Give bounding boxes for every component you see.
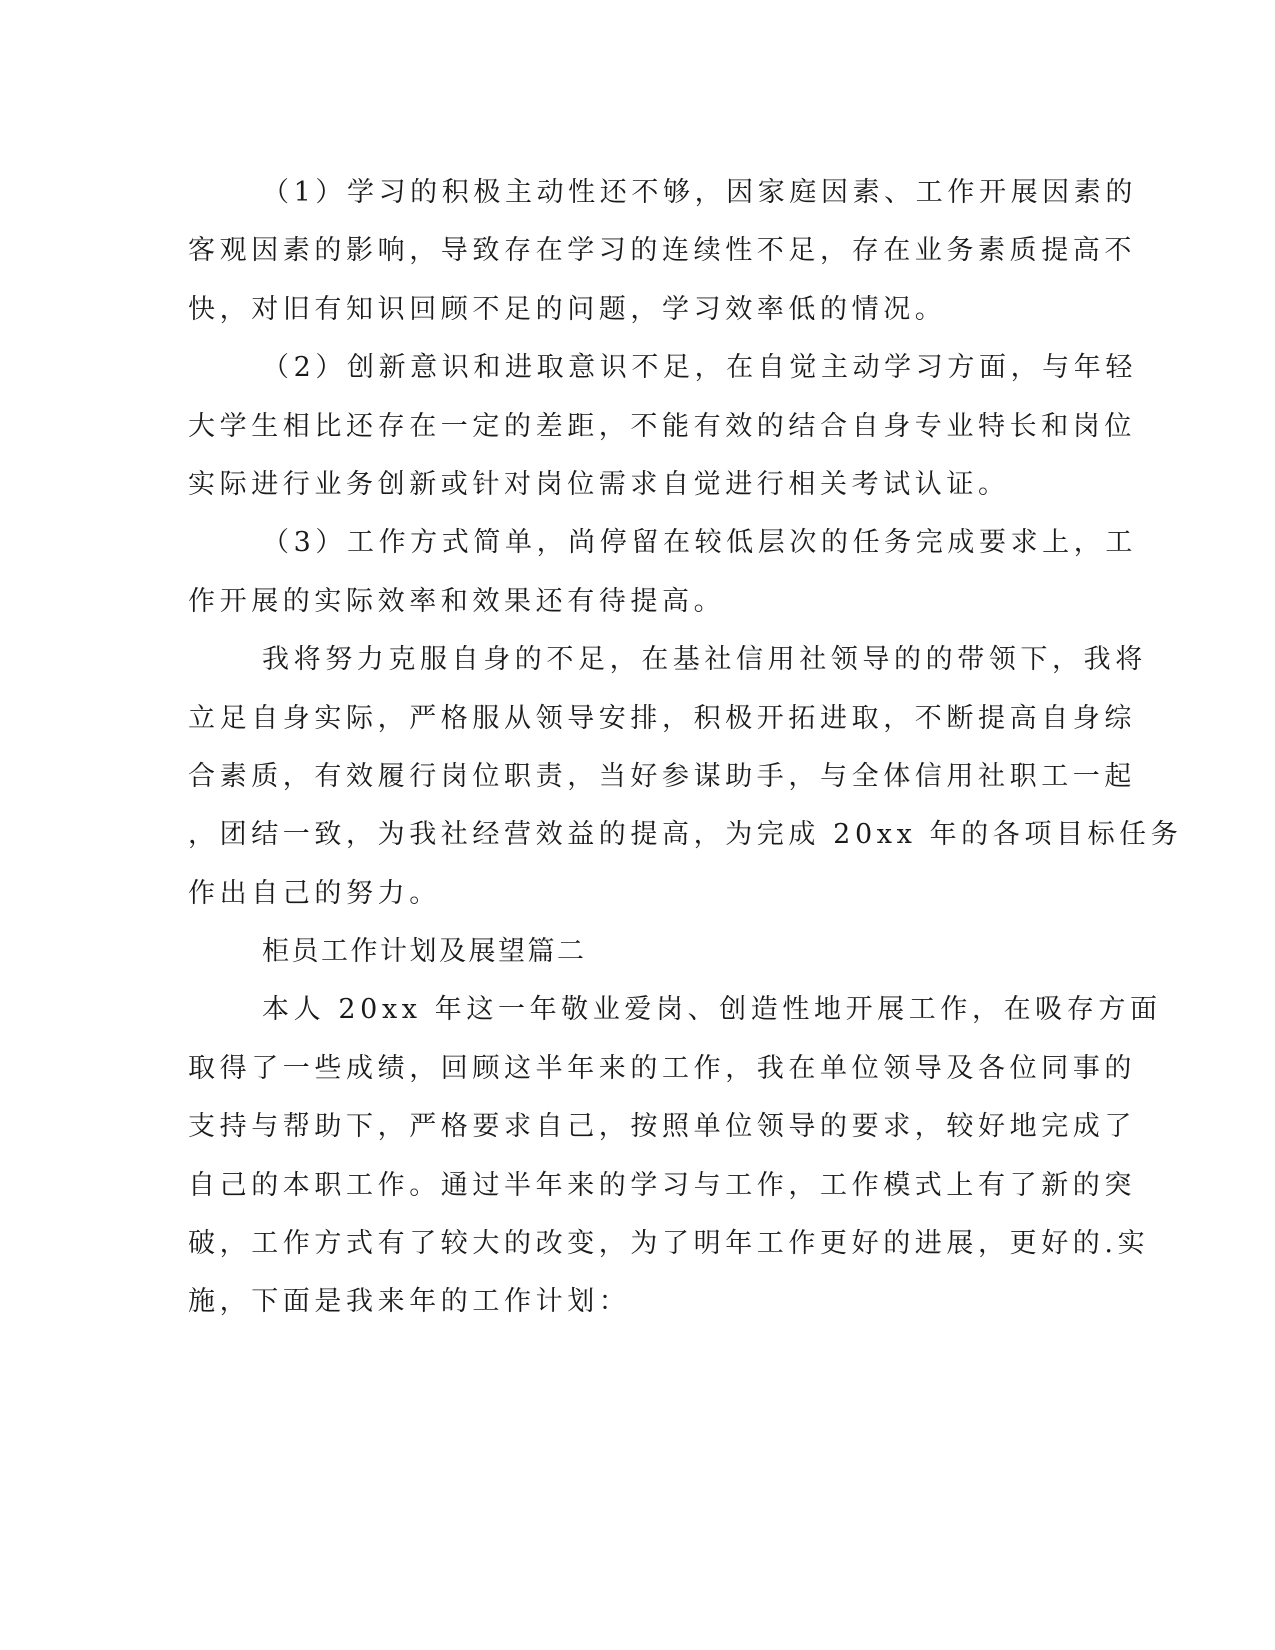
paragraph-problem-3 <box>188 514 1137 631</box>
text-line: 实际进行业务创新或针对岗位需求自觉进行相关考试认证。 <box>188 468 1010 500</box>
text-line: 作出自己的努力。 <box>188 877 441 909</box>
paragraph-problem-2 <box>188 339 1137 514</box>
text-line: 合素质，有效履行岗位职责，当好参谋助手，与全体信用社职工一起 <box>188 760 1136 792</box>
section-heading <box>188 923 1068 981</box>
document-body <box>188 164 1183 1332</box>
text-line: 破，工作方式有了较大的改变，为了明年工作更好的进展，更好的.实 <box>188 1228 1150 1260</box>
paragraph-problem-1 <box>188 164 1137 339</box>
text-line: （2）创新意识和进取意识不足，在自觉主动学习方面，与年轻 <box>262 352 1137 384</box>
text-line: 客观因素的影响，导致存在学习的连续性不足，存在业务素质提高不 <box>188 235 1136 267</box>
text-line: 施，下面是我来年的工作计划： <box>188 1286 631 1318</box>
text-line: （1）学习的积极主动性还不够，因家庭因素、工作开展因素的 <box>262 177 1137 208</box>
text-line: 作开展的实际效率和效果还有待提高。 <box>188 585 726 617</box>
text-line: 立足自身实际，严格服从领导安排，积极开拓进取，不断提高自身综 <box>188 702 1136 734</box>
text-line: 快，对旧有知识回顾不足的问题，学习效率低的情况。 <box>188 293 947 325</box>
text-line: 本人 20xx 年这一年敬业爱岗、创造性地开展工作，在吸存方面 <box>262 994 1162 1026</box>
text-line: 我将努力克服自身的不足，在基社信用社领导的的带领下，我将 <box>262 644 1147 676</box>
section-title: 柜员工作计划及展望篇二 <box>262 936 587 968</box>
text-line: （3）工作方式简单，尚停留在较低层次的任务完成要求上，工 <box>262 527 1137 559</box>
paragraph-commitment <box>188 631 1183 923</box>
text-line: 取得了一些成绩，回顾这半年来的工作，我在单位领导及各位同事的 <box>188 1052 1136 1084</box>
text-line: 自己的本职工作。通过半年来的学习与工作，工作模式上有了新的突 <box>188 1169 1136 1201</box>
text-line: 支持与帮助下，严格要求自己，按照单位领导的要求，较好地完成了 <box>188 1111 1136 1143</box>
text-line: 大学生相比还存在一定的差距，不能有效的结合自身专业特长和岗位 <box>188 410 1136 442</box>
paragraph-summary <box>188 981 1162 1331</box>
text-line: ，团结一致，为我社经营效益的提高，为完成 20xx 年的各项目标任务 <box>188 819 1183 851</box>
